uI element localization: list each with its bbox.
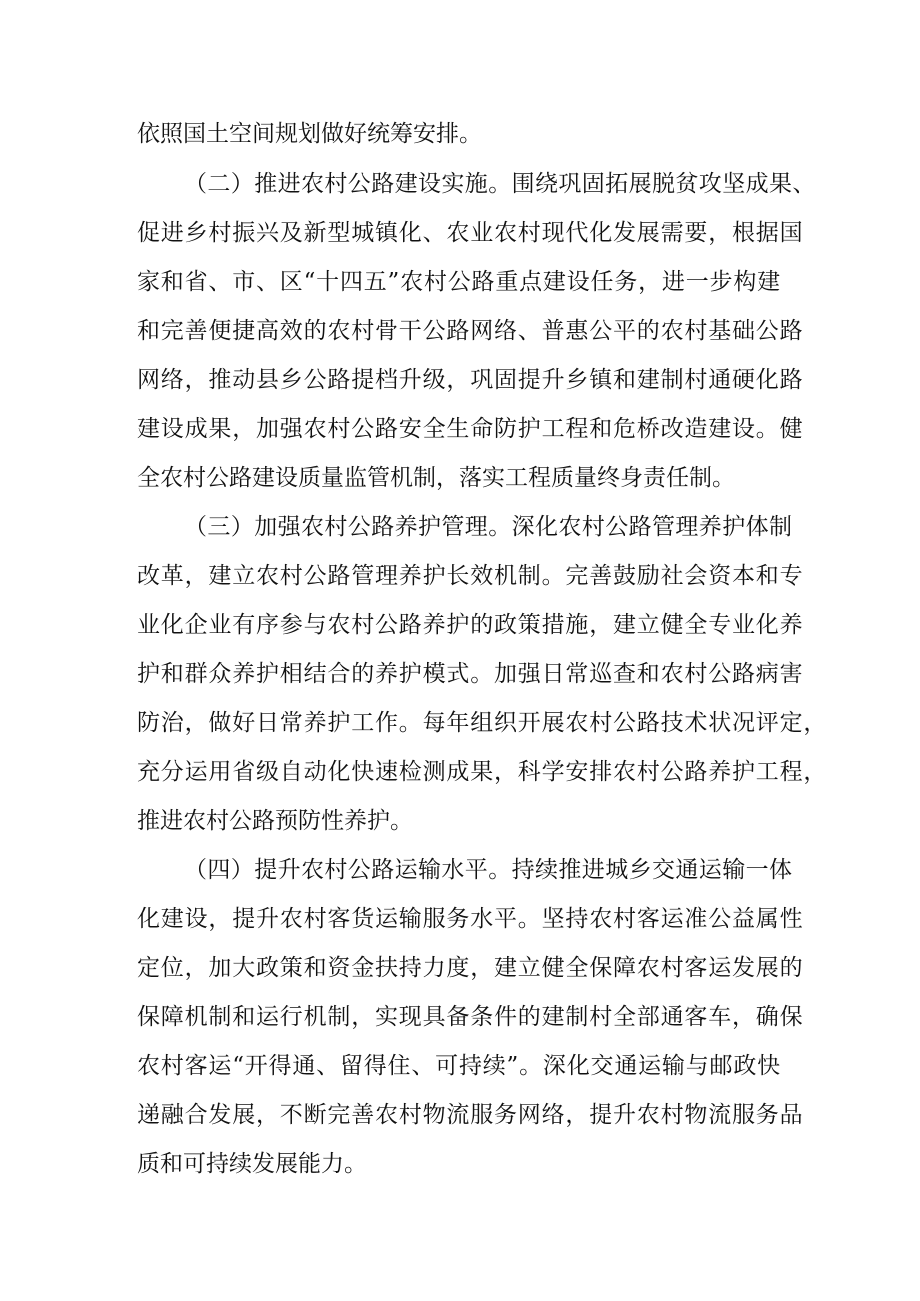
line-text: 质和可持续发展能力。 bbox=[137, 1151, 367, 1177]
line-text: 家和省、市、区“十四五”农村公路重点建设任务，进一步构建 bbox=[137, 269, 781, 295]
line-text: 护和群众养护相结合的养护模式。加强日常巡查和农村公路病害 bbox=[137, 661, 804, 687]
text-line bbox=[0, 806, 920, 856]
text-line bbox=[0, 316, 920, 366]
line-text: 改革，建立农村公路管理养护长效机制。完善鼓励社会资本和专 bbox=[137, 563, 804, 589]
line-text: （二）推进农村公路建设实施。围绕巩固拓展脱贫攻坚成果、 bbox=[184, 171, 816, 197]
line-text: 网络，推动县乡公路提档升级，巩固提升乡镇和建制村通硬化路 bbox=[137, 367, 804, 393]
text-line bbox=[0, 708, 920, 758]
line-text: （四）提升农村公路运输水平。持续推进城乡交通运输一体 bbox=[184, 857, 793, 883]
text-line bbox=[0, 1002, 920, 1052]
line-text: 充分运用省级自动化快速检测成果，科学安排农村公路养护工程， bbox=[137, 759, 828, 785]
text-line bbox=[0, 463, 920, 513]
line-text: 业化企业有序参与农村公路养护的政策措施，建立健全专业化养 bbox=[137, 612, 804, 638]
text-line bbox=[0, 1100, 920, 1150]
text-line bbox=[0, 659, 920, 709]
line-text: 化建设，提升农村客货运输服务水平。坚持农村客运准公益属性 bbox=[137, 906, 804, 932]
line-text: 推进农村公路预防性养护。 bbox=[137, 808, 413, 834]
text-line bbox=[0, 414, 920, 464]
text-line bbox=[0, 561, 920, 611]
text-line bbox=[0, 904, 920, 954]
text-line bbox=[0, 169, 920, 219]
text-line bbox=[0, 267, 920, 317]
line-text: 建设成果，加强农村公路安全生命防护工程和危桥改造建设。健 bbox=[137, 416, 804, 442]
line-text: 农村客运“开得通、留得住、可持续”。深化交通运输与邮政快 bbox=[137, 1053, 781, 1079]
line-text: 促进乡村振兴及新型城镇化、农业农村现代化发展需要，根据国 bbox=[137, 220, 804, 246]
line-text: 定位，加大政策和资金扶持力度，建立健全保障农村客运发展的 bbox=[137, 955, 804, 981]
line-text: 和完善便捷高效的农村骨干公路网络、普惠公平的农村基础公路 bbox=[137, 318, 804, 344]
text-line bbox=[0, 512, 920, 562]
text-line bbox=[0, 610, 920, 660]
text-line bbox=[0, 757, 920, 807]
line-text: 防治，做好日常养护工作。每年组织开展农村公路技术状况评定， bbox=[137, 710, 828, 736]
text-line bbox=[0, 855, 920, 905]
line-text: 递融合发展，不断完善农村物流服务网络，提升农村物流服务品 bbox=[137, 1102, 804, 1128]
text-line bbox=[0, 119, 920, 169]
text-line bbox=[0, 1149, 920, 1199]
line-text: （三）加强农村公路养护管理。深化农村公路管理养护体制 bbox=[184, 514, 793, 540]
text-line bbox=[0, 1051, 920, 1101]
text-line bbox=[0, 218, 920, 268]
line-text: 依照国土空间规划做好统筹安排。 bbox=[137, 121, 482, 147]
line-text: 保障机制和运行机制，实现具备条件的建制村全部通客车，确保 bbox=[137, 1004, 804, 1030]
text-line bbox=[0, 953, 920, 1003]
text-line bbox=[0, 365, 920, 415]
line-text: 全农村公路建设质量监管机制，落实工程质量终身责任制。 bbox=[137, 465, 735, 491]
